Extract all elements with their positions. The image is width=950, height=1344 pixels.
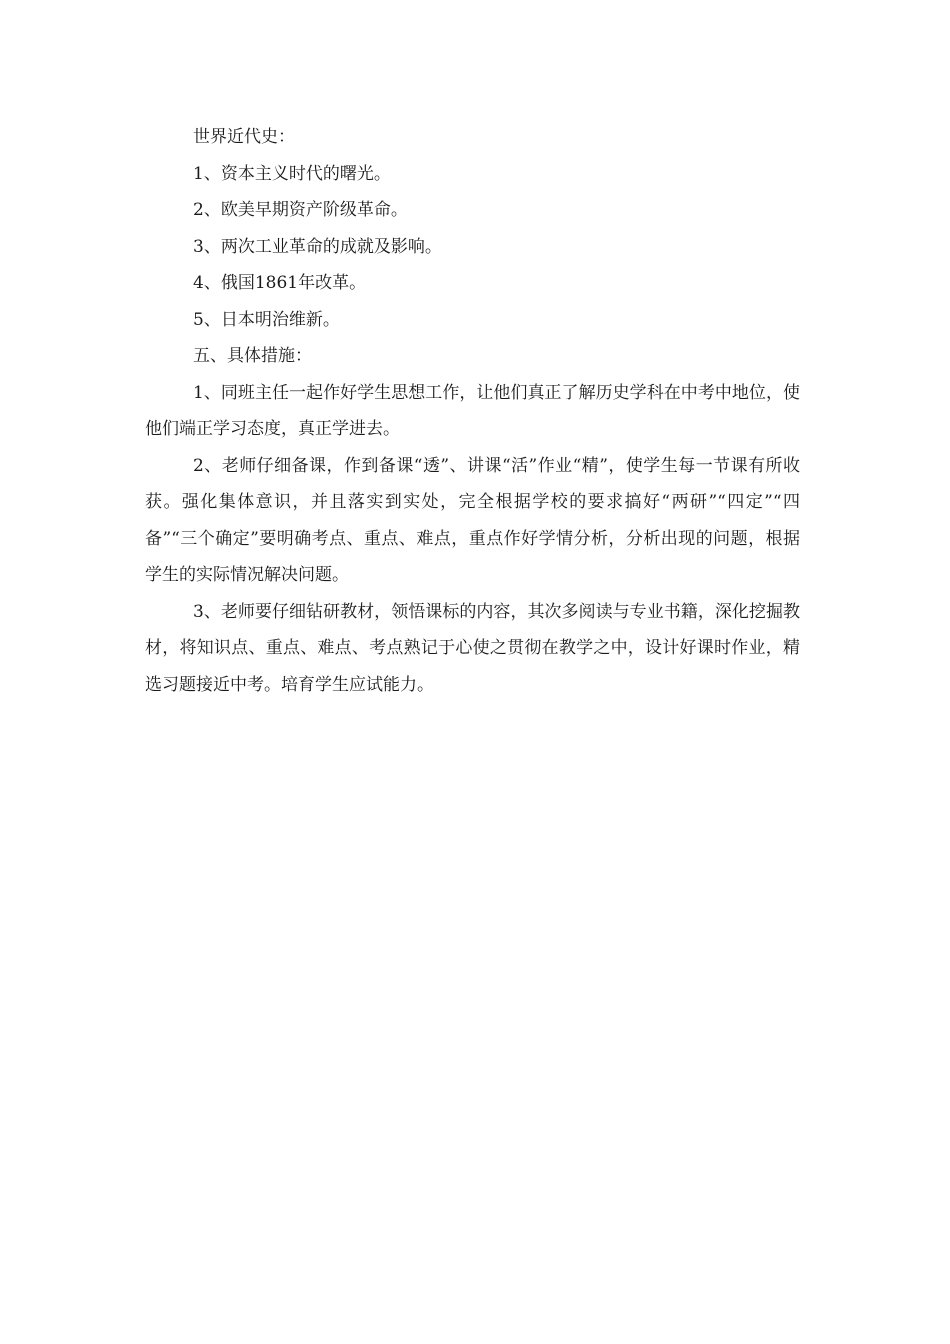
measures-heading: 五、具体措施：	[193, 346, 312, 366]
list-item: 4、俄国1861年改革。	[193, 273, 367, 293]
section-title: 世界近代史：	[193, 127, 295, 147]
list-item: 1、资本主义时代的曙光。	[193, 163, 391, 184]
list-item: 2、欧美早期资产阶级革命。	[193, 200, 408, 220]
paragraph: 1、同班主任一起作好学生思想工作，让他们真正了解历史学科在中考中地位，使他们端正学习态度，真正学进去。	[145, 382, 800, 439]
paragraph: 2、老师仔细备课，作到备课“透”、讲课“活”作业“精”，使学生每一节课有所收获。强化集体意识，并且落实到实处，完全根据学校的要求搞好“两研”“四定”“四备”“三个确定”要明确考点、重点、难点，重点作好学情分析，分析出现的问题，根据学生的实际情况解决问题。	[145, 455, 800, 585]
document-body	[145, 119, 800, 703]
paragraph: 3、老师要仔细钻研教材，领悟课标的内容，其次多阅读与专业书籍，深化挖掘教材，将知识点、重点、难点、考点熟记于心使之贯彻在教学之中，设计好课时作业，精选习题接近中考。培育学生应试能力。	[145, 601, 800, 695]
list-item: 5、日本明治维新。	[193, 309, 340, 330]
list-item: 3、两次工业革命的成就及影响。	[193, 236, 442, 257]
